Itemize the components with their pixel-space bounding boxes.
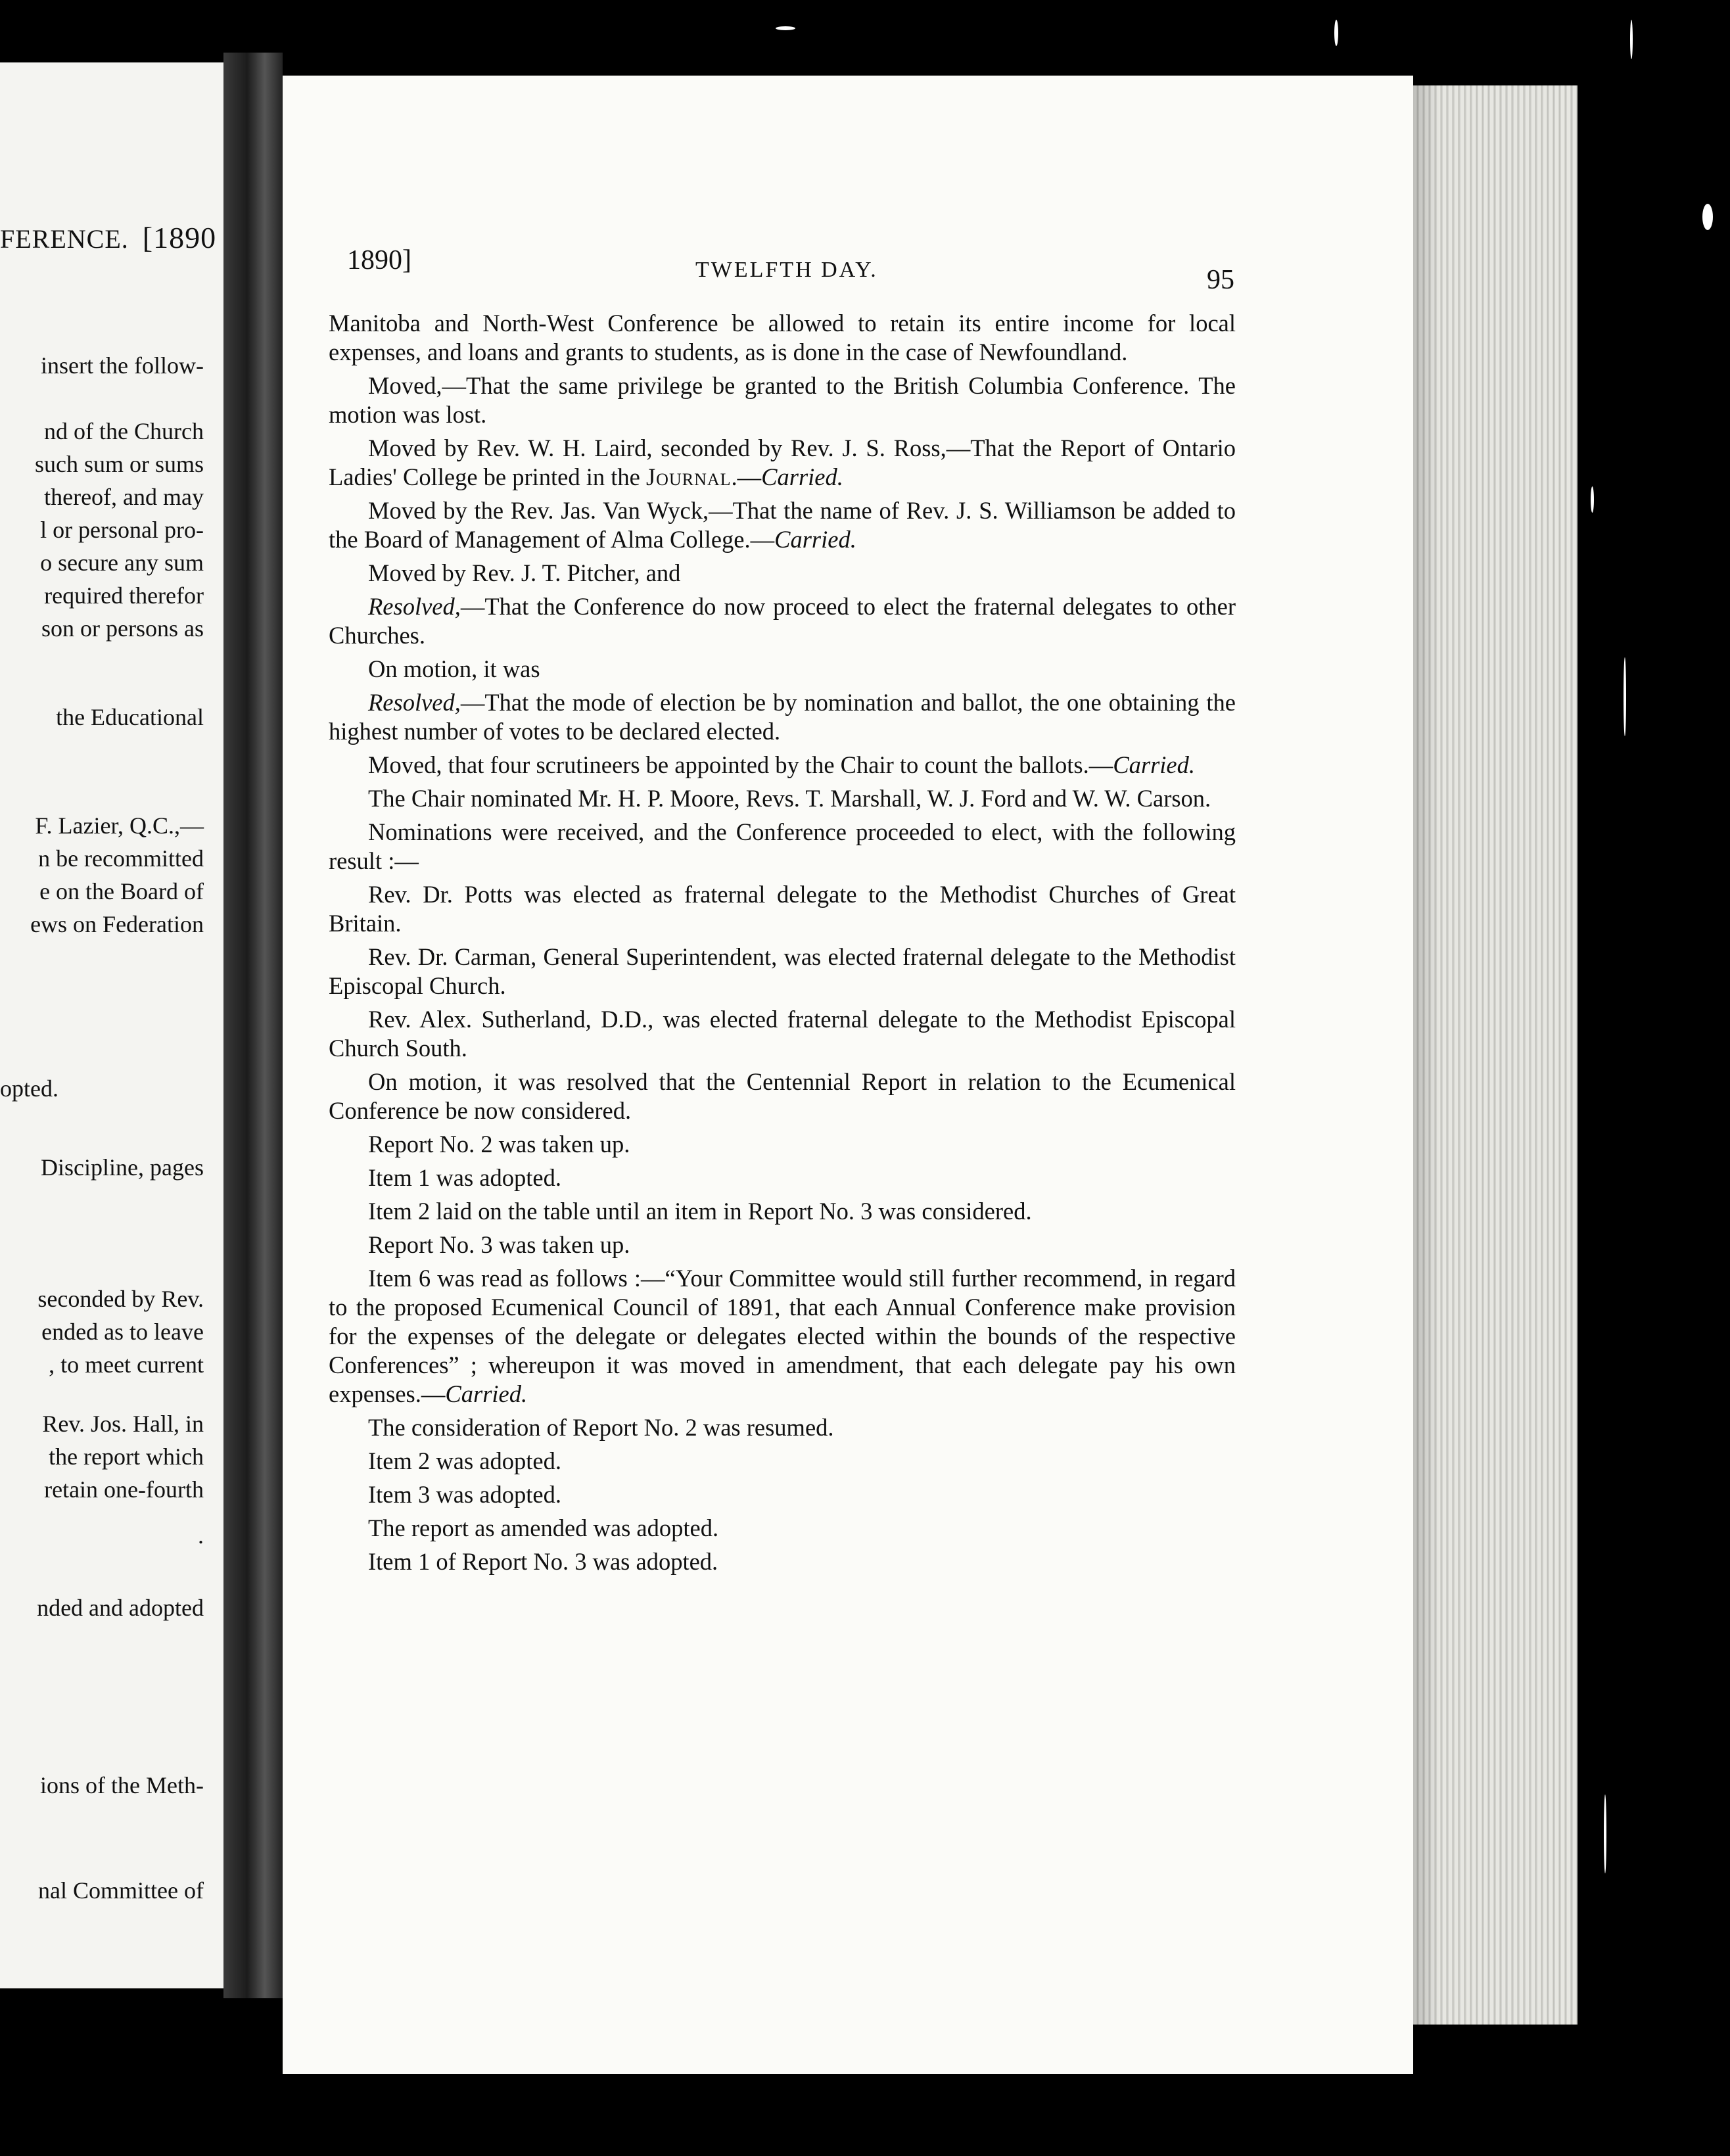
previous-page-line: the Educational <box>56 704 204 730</box>
paragraph-text: —That the Conference do now proceed to elect the fraternal delegates to other Churches. <box>329 593 1236 649</box>
previous-page-line: retain one-fourth <box>44 1476 204 1503</box>
paragraph-text: Moved by Rev. W. H. Laird, seconded by Rev. J. S. Ross,—That the Report of Ontario Ladies' College be printed in the <box>329 434 1236 490</box>
running-head-title: TWELFTH DAY. <box>695 258 878 282</box>
paragraph-text: Manitoba and North-West Conference be allowed to retain its entire income for local expenses, and loans and grants to students, as is done in the case of Newfoundland. <box>329 310 1236 365</box>
previous-page-line: required therefor <box>44 582 204 609</box>
paragraph <box>329 655 1236 684</box>
previous-page-line: F. Lazier, Q.C.,— <box>35 812 204 839</box>
paragraph <box>329 1447 1236 1476</box>
paragraph-italic: Carried. <box>445 1380 528 1407</box>
book-gutter <box>223 53 283 1998</box>
paragraph-text: On motion, it was resolved that the Centennial Report in relation to the Ecumenical Conference be now considered. <box>329 1068 1236 1124</box>
page-edge-shadow <box>1413 85 1439 2025</box>
previous-page-line: ions of the Meth- <box>40 1772 204 1798</box>
paragraph-italic: Carried. <box>761 463 843 490</box>
paragraph <box>329 688 1236 746</box>
film-speck <box>1630 20 1633 59</box>
paragraph <box>329 1413 1236 1442</box>
running-head-year: 1890] <box>347 245 411 275</box>
paragraph <box>329 1130 1236 1159</box>
film-speck <box>1604 1794 1606 1873</box>
previous-page-line: o secure any sum <box>40 550 204 576</box>
previous-page-running-head <box>0 220 216 255</box>
paragraph <box>329 1163 1236 1192</box>
previous-page-header-year: [1890 <box>142 221 217 254</box>
paragraph-text: Moved by the Rev. Jas. Van Wyck,—That the name of Rev. J. S. Williamson be added to the Board of Management of Alma College.— <box>329 497 1236 553</box>
previous-page-line: son or persons as <box>41 615 204 642</box>
previous-page-line: ews on Federation <box>30 911 204 937</box>
paragraph <box>329 1514 1236 1543</box>
previous-page-line: thereof, and may <box>44 484 204 510</box>
paragraph <box>329 371 1236 429</box>
paragraph <box>329 309 1236 367</box>
paragraph-text: —That the same privilege be granted to the British Columbia Conference. The motion was lost. <box>329 372 1236 428</box>
previous-page-line: . <box>198 1522 204 1549</box>
paragraph <box>329 434 1236 492</box>
previous-page-line: ended as to leave <box>41 1319 204 1345</box>
film-speck <box>1624 657 1626 736</box>
paragraph <box>329 1005 1236 1063</box>
paragraph-text: The report as amended was adopted. <box>368 1514 719 1541</box>
paragraph <box>329 943 1236 1000</box>
previous-page-line: nd of the Church <box>44 418 204 444</box>
paragraph-text: Rev. Alex. Sutherland, D.D., was elected fraternal delegate to the Methodist Episcopal Church South. <box>329 1006 1236 1062</box>
paragraph <box>329 1547 1236 1576</box>
previous-page-header-text: FERENCE. <box>0 224 129 254</box>
paragraph <box>329 751 1236 780</box>
previous-page-line: , to meet current <box>49 1351 204 1378</box>
previous-page-line: such sum or sums <box>34 451 204 477</box>
film-speck <box>1591 486 1594 513</box>
paragraph-text: Rev. Dr. Potts was elected as fraternal delegate to the Methodist Churches of Great Britain. <box>329 881 1236 937</box>
running-head <box>347 245 1234 295</box>
paragraph-lead: Moved, <box>368 372 442 399</box>
previous-page-line: seconded by Rev. <box>37 1286 204 1312</box>
previous-page-line: nded and adopted <box>37 1595 204 1621</box>
previous-page-line: l or personal pro- <box>40 517 204 543</box>
paragraph <box>329 880 1236 938</box>
paragraph-text: Rev. Dr. Carman, General Superintendent, was elected fraternal delegate to the Methodist Episcopal Church. <box>329 943 1236 999</box>
paragraph-text: Nominations were received, and the Conference proceeded to elect, with the following result :— <box>329 818 1236 874</box>
paragraph <box>329 592 1236 650</box>
paragraph-text: Item 6 was read as follows :—“Your Committee would still further recommend, in regard to the proposed Ecumenical Council of 1891, that each Annual Conference make provision for the expenses of the delegate or delegates elected within the bounds of the respective Conferences” ; whereupon it was moved in amendment, that each delegate pay his own expenses.— <box>329 1265 1236 1407</box>
paragraph-text: —That the mode of election be by nomination and ballot, the one obtaining the highest number of votes to be declared elected. <box>329 689 1236 745</box>
previous-page-line: nal Committee of <box>38 1877 204 1904</box>
paragraph-italic: Carried. <box>1113 751 1195 778</box>
paragraph-text: Moved by Rev. J. T. Pitcher, and <box>368 559 681 586</box>
previous-page-line: the report which <box>49 1443 204 1470</box>
paragraph <box>329 818 1236 876</box>
paragraph-tail: .— <box>731 463 762 490</box>
previous-page-line: Rev. Jos. Hall, in <box>42 1411 204 1437</box>
page-number: 95 <box>1207 265 1234 295</box>
paragraph-text: Item 2 was adopted. <box>368 1447 561 1474</box>
paragraph <box>329 1230 1236 1259</box>
previous-page-line: insert the follow- <box>41 352 204 379</box>
paragraph <box>329 1197 1236 1226</box>
film-speck <box>1702 204 1713 230</box>
previous-page-line: n be recommitted <box>38 845 204 872</box>
paragraph-text: Item 3 was adopted. <box>368 1481 561 1508</box>
previous-page-line: Discipline, pages <box>41 1154 204 1181</box>
paragraph <box>329 1067 1236 1125</box>
film-speck <box>1334 20 1338 46</box>
paragraph-text: Report No. 3 was taken up. <box>368 1231 630 1258</box>
paragraph-text: The consideration of Report No. 2 was resumed. <box>368 1414 834 1441</box>
paragraph <box>329 1264 1236 1409</box>
paragraph-italic-lead: Resolved, <box>368 689 461 716</box>
paragraph-text: On motion, it was <box>368 655 540 682</box>
paragraph-text: Item 2 laid on the table until an item in Report No. 3 was considered. <box>368 1198 1032 1225</box>
paragraph-text: Moved, that four scrutineers be appointed by the Chair to count the ballots.— <box>368 751 1113 778</box>
paragraph-text: Report No. 2 was taken up. <box>368 1131 630 1158</box>
paragraph-smallcaps: Journal <box>645 463 732 490</box>
paragraph <box>329 784 1236 813</box>
paragraph-italic: Carried. <box>774 526 856 553</box>
previous-page-line: opted. <box>0 1075 58 1102</box>
paragraph-text: The Chair nominated Mr. H. P. Moore, Revs. T. Marshall, W. J. Ford and W. W. Carson. <box>368 785 1211 812</box>
paragraph <box>329 559 1236 588</box>
paragraph-text: Item 1 of Report No. 3 was adopted. <box>368 1548 718 1575</box>
paragraph-italic-lead: Resolved, <box>368 593 461 620</box>
previous-page-fragment <box>0 62 223 1988</box>
paragraph <box>329 1480 1236 1509</box>
paragraph-text: Item 1 was adopted. <box>368 1164 561 1191</box>
page-body <box>329 309 1236 1581</box>
film-speck <box>776 26 795 30</box>
paragraph <box>329 496 1236 554</box>
previous-page-line: e on the Board of <box>39 878 204 904</box>
